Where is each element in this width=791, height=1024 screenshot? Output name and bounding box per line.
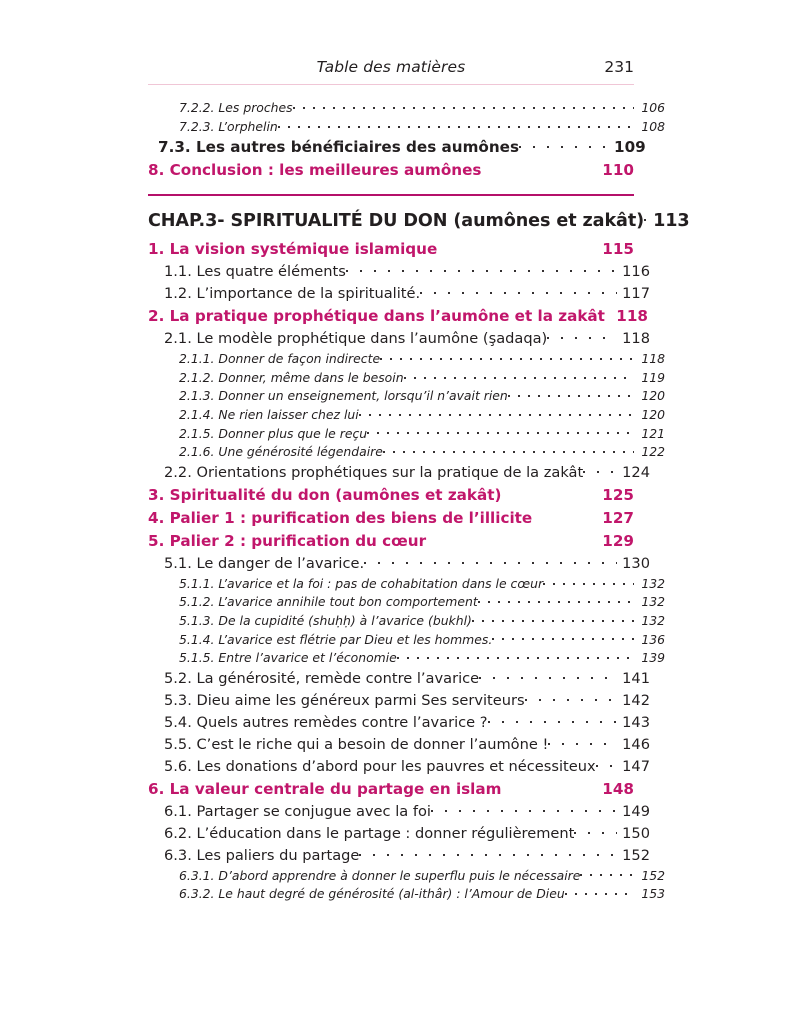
toc-entry-label: 2. La pratique prophétique dans l’aumône et la zakât xyxy=(148,306,605,325)
toc-entry-page-number: 132 xyxy=(641,612,665,628)
toc-entry-label: 6.3.1. D’abord apprendre à donner le superflu puis le nécessaire xyxy=(179,867,581,883)
toc-dot-leader xyxy=(397,650,634,662)
toc-entry-label: 6.3.2. Le haut degré de générosité (al-ithâr) : l’Amour de Dieu xyxy=(179,886,565,902)
toc-entry-label: 5.1.5. Entre l’avarice et l’économie xyxy=(179,650,397,666)
toc-entry-label: 2.1.5. Donner plus que le reçu xyxy=(179,425,368,441)
toc-dot-leader xyxy=(580,867,634,879)
header-divider-rule xyxy=(148,84,634,85)
toc-entry-page-number: 132 xyxy=(641,575,665,591)
table-of-contents xyxy=(148,100,690,905)
toc-entry-page-number: 129 xyxy=(602,531,634,550)
toc-dot-leader xyxy=(367,425,634,437)
toc-entry-level-3[interactable] xyxy=(179,867,665,886)
toc-entry-page-number: 109 xyxy=(614,138,646,157)
toc-dot-leader xyxy=(346,262,617,277)
toc-dot-leader xyxy=(488,712,617,727)
toc-entry-page-number: 143 xyxy=(622,713,650,731)
toc-entry-label: 8. Conclusion : les meilleures aumônes xyxy=(148,161,482,180)
toc-entry-label: 5.5. C’est le riche qui a besoin de donner l’aumône ! xyxy=(164,735,549,753)
toc-entry-label: 5.4. Quels autres remèdes contre l’avarice ? xyxy=(164,713,488,731)
toc-entry-label: 2.2. Orientations prophétiques sur la pratique de la zakât xyxy=(164,463,584,481)
toc-dot-leader xyxy=(481,160,595,175)
toc-dot-leader xyxy=(437,239,595,254)
toc-entry-level-3[interactable] xyxy=(179,407,665,426)
toc-entry-level-2[interactable] xyxy=(164,845,650,867)
toc-entry-level-3[interactable] xyxy=(179,100,665,119)
toc-entry-page-number: 118 xyxy=(616,306,648,325)
toc-entry-level-3[interactable] xyxy=(179,444,665,463)
toc-entry-label: 5.1.1. L’avarice et la foi : pas de cohabitation dans le cœur xyxy=(179,575,544,591)
toc-dot-leader xyxy=(364,553,617,568)
toc-entry-page-number: 110 xyxy=(602,161,634,180)
toc-entry-page-number: 124 xyxy=(622,463,650,481)
toc-entry-level-3[interactable] xyxy=(179,388,665,407)
toc-entry-label: 5.2. La générosité, remède contre l’avarice xyxy=(164,669,480,687)
toc-dot-leader xyxy=(431,801,617,816)
running-header xyxy=(148,58,634,88)
toc-entry-level-3[interactable] xyxy=(179,594,665,613)
toc-entry-level-2[interactable] xyxy=(164,668,650,690)
toc-dot-leader xyxy=(293,100,634,112)
toc-entry-page-number: 118 xyxy=(622,330,650,348)
toc-entry-level-1[interactable] xyxy=(148,306,648,329)
toc-entry-label: 2.1.6. Une générosité légendaire xyxy=(179,444,383,460)
toc-entry-label: 1. La vision systémique islamique xyxy=(148,239,438,258)
toc-dot-leader xyxy=(420,284,617,299)
toc-entry-level-1[interactable] xyxy=(148,239,634,262)
toc-entry-level-2[interactable] xyxy=(164,329,650,351)
toc-entry-label: 2.1. Le modèle prophétique dans l’aumône (şadaqa) xyxy=(164,330,548,348)
toc-entry-level-3[interactable] xyxy=(179,650,665,669)
chapter-divider-rule xyxy=(148,194,634,196)
toc-dot-leader xyxy=(380,351,634,363)
toc-entry-label: 1.2. L’importance de la spiritualité. xyxy=(164,285,421,303)
toc-entry-page-number: 122 xyxy=(641,444,665,460)
toc-entry-page-number: 146 xyxy=(622,735,650,753)
toc-entry-page-number: 121 xyxy=(641,425,665,441)
toc-entry-label: CHAP.3- SPIRITUALITÉ DU DON (aumônes et zakât) xyxy=(148,211,645,232)
toc-entry-label: 5.1.4. L’avarice est flétrie par Dieu et les hommes. xyxy=(179,631,493,647)
toc-entry-label: 2.1.1. Donner de façon indirecte xyxy=(179,351,381,367)
toc-entry-page-number: 117 xyxy=(622,285,650,303)
toc-entry-label: 5.1.2. L’avarice annihile tout bon comportement xyxy=(179,594,478,610)
toc-entry-label: 7.2.3. L’orphelin xyxy=(179,118,278,134)
toc-dot-leader xyxy=(525,690,617,705)
toc-entry-level-3[interactable] xyxy=(179,351,665,370)
toc-entry-label: 2.1.4. Ne rien laisser chez lui xyxy=(179,406,359,422)
toc-entry-level-3[interactable] xyxy=(179,886,665,905)
toc-dot-leader xyxy=(508,388,634,400)
toc-dot-leader xyxy=(543,575,634,587)
toc-dot-leader xyxy=(519,137,609,152)
toc-entry-level-2[interactable] xyxy=(164,801,650,823)
toc-dot-leader xyxy=(596,756,617,771)
toc-entry-label: 3. Spiritualité du don (aumônes et zakât) xyxy=(148,485,502,504)
toc-entry-page-number: 150 xyxy=(622,824,650,842)
toc-entry-level-2[interactable] xyxy=(164,823,650,845)
toc-entry-page-number: 132 xyxy=(641,594,665,610)
toc-dot-leader xyxy=(547,329,617,344)
toc-entry-page-number: 119 xyxy=(641,369,665,385)
toc-entry-page-number: 120 xyxy=(641,388,665,404)
toc-entry-page-number: 118 xyxy=(641,351,665,367)
toc-entry-page-number: 153 xyxy=(641,886,665,902)
toc-dot-leader xyxy=(501,484,595,499)
toc-entry-label: 5.1. Le danger de l’avarice. xyxy=(164,554,365,572)
toc-dot-leader xyxy=(574,823,617,838)
toc-entry-label: 7.2.2. Les proches xyxy=(179,100,293,116)
toc-dot-leader xyxy=(359,845,617,860)
toc-entry-level-3[interactable] xyxy=(179,613,665,632)
toc-entry-page-number: 142 xyxy=(622,691,650,709)
toc-entry-page-number: 141 xyxy=(622,669,650,687)
toc-entry-level-1[interactable] xyxy=(148,160,634,183)
toc-dot-leader xyxy=(605,306,609,321)
toc-entry-page-number: 152 xyxy=(622,846,650,864)
toc-entry-level-1[interactable] xyxy=(148,778,634,801)
toc-entry-page-number: 115 xyxy=(602,239,634,258)
toc-entry-level-3[interactable] xyxy=(179,119,665,138)
toc-dot-leader xyxy=(565,886,634,898)
toc-entry-page-number: 120 xyxy=(641,406,665,422)
toc-entry-level-3[interactable] xyxy=(179,575,665,594)
toc-entry-level-2[interactable] xyxy=(164,284,650,306)
toc-entry-label: 6.1. Partager se conjugue avec la foi xyxy=(164,802,431,820)
toc-entry-label: 2.1.2. Donner, même dans le besoin xyxy=(179,369,404,385)
toc-entry-label: 6.3. Les paliers du partage xyxy=(164,846,360,864)
toc-entry-page-number: 108 xyxy=(641,118,665,134)
toc-entry-label: 4. Palier 1 : purification des biens de l’illicite xyxy=(148,508,533,527)
toc-dot-leader xyxy=(278,119,634,131)
toc-entry-level-2[interactable] xyxy=(164,734,650,756)
toc-dot-leader xyxy=(548,734,617,749)
toc-dot-leader xyxy=(583,462,617,477)
toc-entry-page-number: 147 xyxy=(622,757,650,775)
toc-dot-leader xyxy=(383,444,634,456)
toc-entry-level-3[interactable] xyxy=(179,369,665,388)
toc-entry-label: 1.1. Les quatre éléments xyxy=(164,263,346,281)
toc-dot-leader xyxy=(472,613,634,625)
toc-entry-level-2[interactable] xyxy=(164,553,650,575)
toc-dot-leader xyxy=(359,407,634,419)
toc-entry-label: 6.2. L’éducation dans le partage : donner régulièrement xyxy=(164,824,575,842)
toc-dot-leader xyxy=(492,631,634,643)
toc-entry-page-number: 136 xyxy=(641,631,665,647)
toc-entry-page-number: 127 xyxy=(602,508,634,527)
toc-entry-label: 6. La valeur centrale du partage en islam xyxy=(148,779,502,798)
toc-entry-page-number: 116 xyxy=(622,263,650,281)
toc-dot-leader xyxy=(644,209,648,227)
toc-entry-level-1[interactable] xyxy=(148,484,634,507)
toc-entry-label: 5. Palier 2 : purification du cœur xyxy=(148,531,427,550)
toc-entry-page-number: 130 xyxy=(622,554,650,572)
toc-dot-leader xyxy=(532,507,595,522)
toc-entry-label: 5.1.3. De la cupidité (shuḥḥ) à l’avarice (bukhl) xyxy=(179,612,472,628)
toc-entry-level-1[interactable] xyxy=(148,507,634,530)
toc-entry-label: 5.6. Les donations d’abord pour les pauvres et nécessiteux xyxy=(164,757,596,775)
toc-entry-level-2[interactable] xyxy=(164,262,650,284)
toc-entry-level-2[interactable] xyxy=(164,462,650,484)
toc-entry-level-2[interactable] xyxy=(164,712,650,734)
toc-entry-label: 7.3. Les autres bénéficiaires des aumônes xyxy=(158,138,519,157)
toc-dot-leader xyxy=(478,594,634,606)
toc-entry-label: 2.1.3. Donner un enseignement, lorsqu’il n’avait rien xyxy=(179,388,508,404)
toc-entry-page-number: 125 xyxy=(602,485,634,504)
toc-entry-level-1[interactable] xyxy=(158,137,644,160)
toc-entry-page-number: 106 xyxy=(641,100,665,116)
toc-entry-page-number: 152 xyxy=(641,867,665,883)
toc-entry-level-2[interactable] xyxy=(164,690,650,712)
toc-entry-page-number: 149 xyxy=(622,802,650,820)
toc-dot-leader xyxy=(479,668,617,683)
toc-entry-page-number: 148 xyxy=(602,779,634,798)
page-folio-number: 231 xyxy=(604,58,634,76)
toc-chapter-entry[interactable] xyxy=(148,209,690,239)
toc-dot-leader xyxy=(501,778,595,793)
toc-dot-leader xyxy=(404,369,634,381)
toc-entry-page-number: 113 xyxy=(653,211,690,232)
toc-dot-leader xyxy=(426,530,595,545)
toc-entry-level-1[interactable] xyxy=(148,530,634,553)
toc-entry-level-3[interactable] xyxy=(179,425,665,444)
running-head-title: Table des matières xyxy=(316,58,466,76)
toc-entry-level-3[interactable] xyxy=(179,631,665,650)
toc-entry-level-2[interactable] xyxy=(164,756,650,778)
toc-entry-label: 5.3. Dieu aime les généreux parmi Ses serviteurs xyxy=(164,691,525,709)
toc-entry-page-number: 139 xyxy=(641,650,665,666)
